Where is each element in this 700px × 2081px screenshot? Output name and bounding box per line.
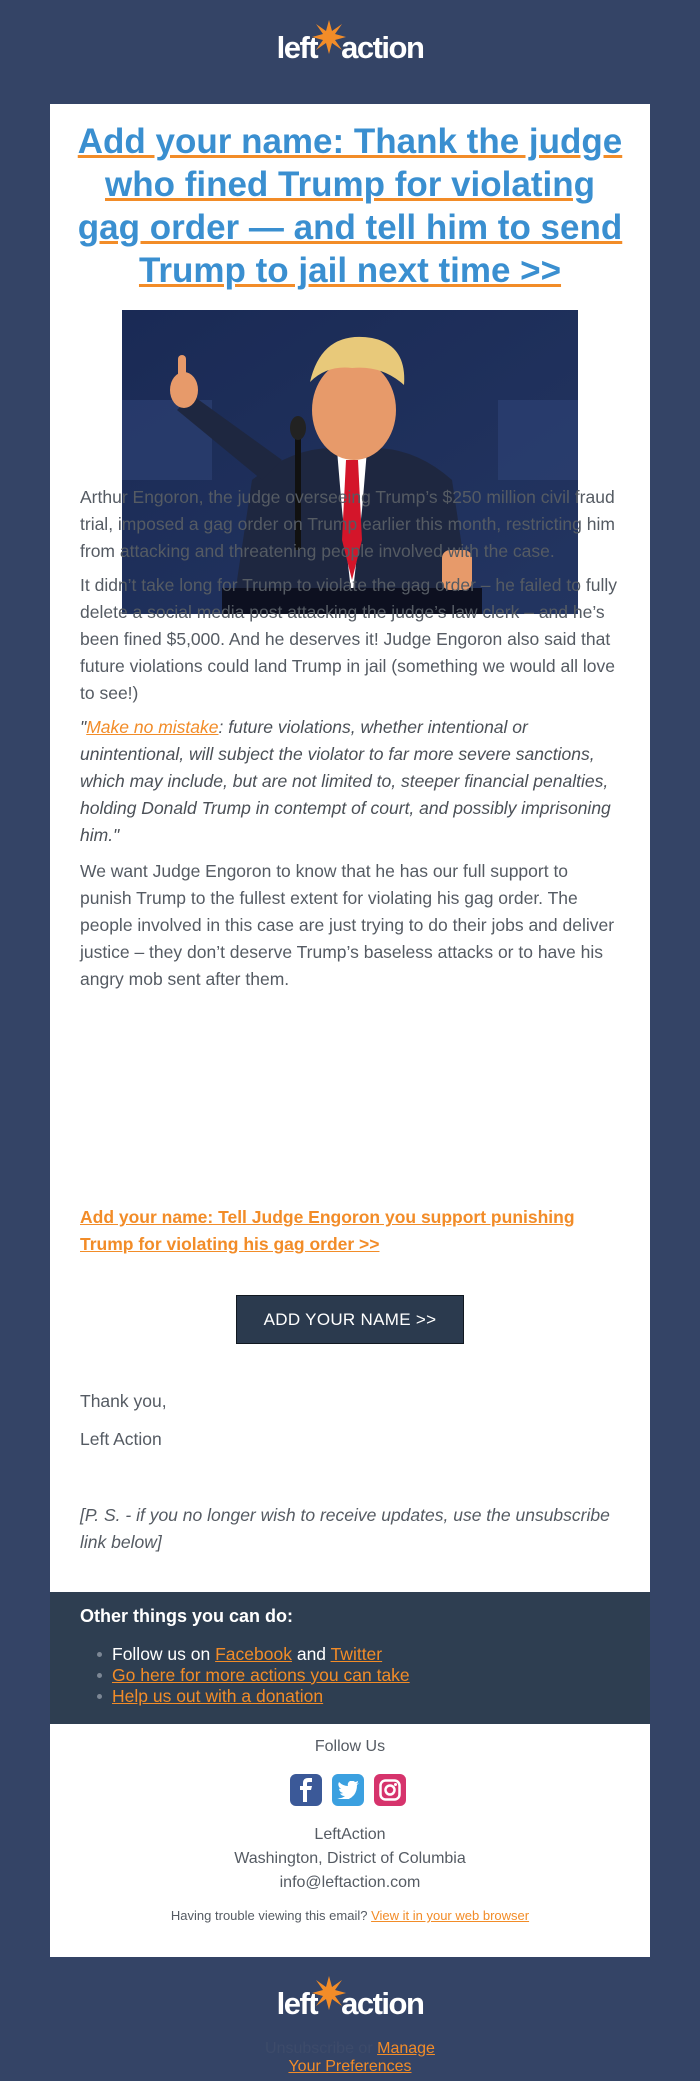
quote-paragraph <box>80 714 620 849</box>
other-things-box <box>50 1592 650 1724</box>
headline-link[interactable]: Add your name: Thank the judge who fined Trump for violating gag order — and tell him to send Trump to jail next time >> <box>77 122 623 290</box>
headline <box>50 120 650 292</box>
other-things-list <box>112 1644 410 1707</box>
thank-you: Thank you, <box>80 1391 167 1411</box>
preferences-link[interactable]: Your Preferences <box>288 2058 412 2075</box>
trump-photo[interactable] <box>122 310 578 614</box>
email-card <box>50 104 650 1592</box>
list-item <box>112 1644 410 1665</box>
logo-right-text: action <box>341 1986 424 2021</box>
unsubscribe-link[interactable]: Unsubscribe <box>265 2040 354 2057</box>
paragraph-1: Arthur Engoron, the judge overseeing Trump’s $250 million civil fraud trial, imposed a gag order on Trump earlier this month, restricting him from attacking and threatening people involved with the case. <box>80 487 615 561</box>
ps-note: [P. S. - if you no longer wish to receive updates, use the unsubscribe link below] <box>80 1505 610 1552</box>
starburst-icon <box>318 1992 340 2014</box>
footer-location: Washington, District of Columbia <box>234 1850 466 1867</box>
starburst-icon <box>318 36 340 58</box>
list-item <box>112 1686 410 1707</box>
paragraph-2: It didn’t take long for Trump to violate the gag order – he failed to fully delete a social media post attacking the judge’s law clerk – and he’s been fined $5,000. And he deserves it! Judge Engoron also said that future violations could land Trump in jail (something we would all love to see!) <box>80 575 617 703</box>
social-icons <box>290 1774 406 1806</box>
logo-left-text: left <box>276 30 318 65</box>
cta-text-link[interactable] <box>80 1204 620 1258</box>
twitter-icon[interactable] <box>332 1774 364 1806</box>
web-browser-link[interactable]: View it in your web browser <box>371 1908 530 1923</box>
unsubscribe-area <box>0 2040 700 2076</box>
more-actions-link[interactable]: Go here for more actions you can take <box>112 1665 410 1685</box>
quote-text: : future violations, whether intentional or unintentional, will subject the violator to far more severe sanctions, which may include, but are not limited to, steeper financial penalties, holding Donald Trump in contempt of court, and possibly imprisoning him." <box>80 717 611 845</box>
other-things-title: Other things you can do: <box>80 1606 294 1626</box>
follow-us-prefix: Follow us on <box>112 1644 216 1664</box>
footer-org: LeftAction <box>314 1826 386 1843</box>
or-text: or <box>353 2040 378 2057</box>
donate-link[interactable]: Help us out with a donation <box>112 1686 324 1706</box>
list-item <box>112 1665 410 1686</box>
logo-right-text: action <box>341 30 424 65</box>
trouble-viewing <box>50 1908 650 1923</box>
footer-logo[interactable] <box>0 1986 700 2022</box>
header-logo[interactable] <box>0 30 700 66</box>
quote-open: " <box>80 717 87 737</box>
paragraph-3: We want Judge Engoron to know that he has our full support to punish Trump to the fullest extent for violating his gag order. The people involved in this case are just trying to do their jobs and deliver justice – they don’t deserve Trump’s baseless attacks or to have his angry mob sent after them. <box>80 861 615 989</box>
logo-left-text: left <box>276 1986 318 2021</box>
add-your-name-button[interactable]: ADD YOUR NAME >> <box>236 1295 464 1344</box>
follow-us-label: Follow Us <box>314 1738 386 1755</box>
trouble-text: Having trouble viewing this email? <box>170 1908 372 1923</box>
footer <box>50 1724 650 1957</box>
footer-email: info@leftaction.com <box>279 1874 421 1891</box>
manage-link[interactable]: Manage <box>377 2040 435 2057</box>
twitter-link[interactable]: Twitter <box>330 1644 383 1664</box>
make-no-mistake-link[interactable]: Make no mistake <box>86 717 219 737</box>
facebook-icon[interactable] <box>290 1774 322 1806</box>
instagram-icon[interactable] <box>374 1774 406 1806</box>
and-text: and <box>291 1644 331 1664</box>
signature: Left Action <box>80 1429 162 1449</box>
cta-text-link-label: Add your name: Tell Judge Engoron you support punishing Trump for violating his gag order >> <box>80 1207 575 1254</box>
facebook-link[interactable]: Facebook <box>215 1644 292 1664</box>
